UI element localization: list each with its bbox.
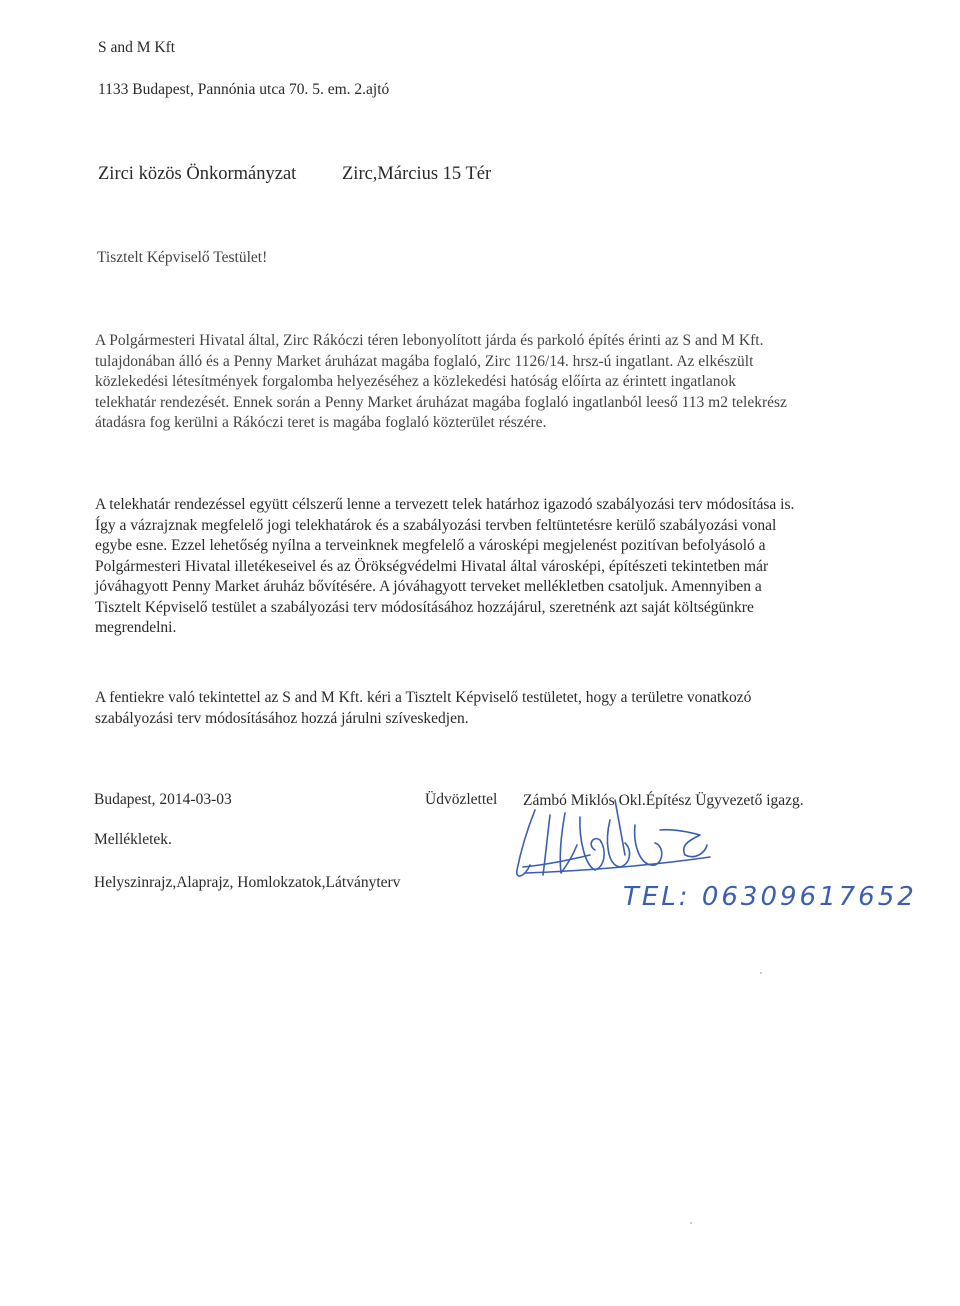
salutation: Tisztelt Képviselő Testület!: [97, 249, 268, 266]
greeting: Üdvözlettel: [425, 791, 498, 808]
paragraph-2-line: Polgármesteri Hivatal illetékeseivel és az Örökségvédelmi Hivatal által városképi, építészeti tekintetben már: [95, 557, 769, 575]
paragraph-1-line: tulajdonában álló és a Penny Market áruházat magába foglaló, Zirc 1126/14. hrsz-ú ingatlant. Az elkészült: [95, 352, 754, 370]
attachments-title: Mellékletek.: [94, 831, 172, 848]
recipient-name: Zirci közös Önkormányzat: [98, 164, 297, 184]
handwritten-phone: TEL: 06309617652: [623, 882, 917, 912]
paragraph-3-line: szabályozási terv módosításához hozzá járulni szíveskedjen.: [95, 709, 469, 727]
paragraph-2-line: Így a vázrajznak megfelelő jogi telekhatárok és a szabályozási tervben feltüntetésre kerülő szabályozási vonal: [95, 516, 777, 534]
paragraph-2-line: egybe esne. Ezzel lehetőség nyílna a terveinknek megfelelő a városképi megjelenést pozitívan befolyásoló a: [95, 537, 766, 554]
handwritten-signature: [495, 795, 917, 920]
paragraph-2-line: Tisztelt Képviselő testület a szabályozási terv módosításához hozzájárul, szeretnénk azt saját költségünkre: [95, 598, 754, 616]
paragraph-3: [95, 688, 751, 729]
sender-address: 1133 Budapest, Pannónia utca 70. 5. em. 2.ajtó: [98, 81, 390, 98]
place-date: Budapest, 2014-03-03: [94, 791, 232, 808]
scan-speck: [760, 972, 762, 974]
sender-name: S and M Kft: [98, 39, 176, 56]
paragraph-1-line: közlekedési létesítmények forgalomba helyezéséhez a közlekedési hatóság előírta az érintett ingatlanok: [95, 373, 736, 390]
paragraph-3-line: A fentiekre való tekintettel az S and M Kft. kéri a Tisztelt Képviselő testületet, hogy a területre vonatkozó: [95, 689, 752, 706]
paragraph-2-line: megrendelni.: [95, 619, 177, 636]
paragraph-1-line: telekhatár rendezését. Ennek során a Penny Market áruházat magába foglaló ingatlanból leeső 113 m2 telekrész: [95, 393, 787, 411]
paragraph-1: [95, 331, 787, 434]
signer-name: Zámbó Miklós Okl.Építész Ügyvezető igazg.: [523, 792, 804, 809]
paragraph-2-line: A telekhatár rendezéssel együtt célszerű lenne a tervezett telek határhoz igazodó szabályozási terv módosítása is.: [95, 496, 795, 513]
attachments-list: Helyszinrajz,Alaprajz, Homlokzatok,Látványterv: [94, 874, 401, 891]
paragraph-1-line: A Polgármesteri Hivatal által, Zirc Rákóczi téren lebonyolított járda és parkoló építés érinti az S and M Kft.: [95, 332, 764, 349]
paragraph-2-line: jóváhagyott Penny Market áruház bővítésére. A jóváhagyott terveket mellékletben csatoljuk. Amennyiben a: [95, 578, 762, 595]
scan-speck: [690, 1222, 692, 1224]
paragraph-2: [95, 495, 794, 639]
paragraph-1-line: átadásra fog kerülni a Rákóczi teret is magába foglaló közterület részére.: [95, 414, 547, 431]
recipient-address: Zirc,Március 15 Tér: [342, 164, 492, 184]
